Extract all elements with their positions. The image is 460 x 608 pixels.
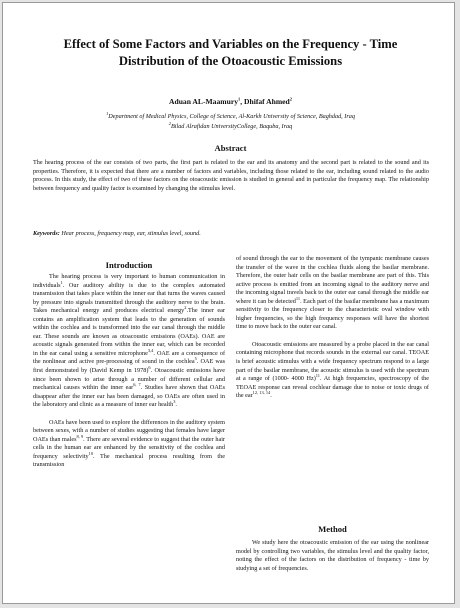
affiliation-2 [33,120,428,131]
right-paragraph-1: of sound through the ear to the movement of the tympanic membrane causes the transfer of the wave in the cochlea fluids along the basilar membrane. Therefore, the outer hair cells on the basilar membrane are part of this. This active process is emitted from an incoming signal to the auditory nerve and the incoming signal travels back to the outer ear canal through the middle ear where it can be detected$^{11}$. Each part of the basilar membrane has a maximum sensitivity to the frequency closer to the characteristic oval window with higher frequencies, so the high frequency responses will have the shortest time to move back to the outer ear canal. [236,255,430,331]
author-list [33,97,428,106]
title-line-1: Effect of Some Factors and Variables on the Frequency - Time [63,37,398,51]
keywords-label: Keywords: [33,230,60,237]
affiliation-text: Department of Medical Physics, College of Science, Al-Karkh University of Science, Baghdad, Iraq [108,113,355,120]
author-affiliation-mark: 2 [289,96,292,102]
introduction-heading: Introduction [105,260,153,270]
author-name: , Dhifaf Ahmed [240,97,290,106]
method-paragraph-1: We study here the otoacoustic emission of the ear using the nonlinear model by controlling two variables, the stimulus level and the quality factor, noting the effect of the factors on the distribution of frequency - time by studying a set of frequencies. [236,539,429,572]
affiliation-mark: 1 [106,110,109,116]
method-heading: Method [318,524,347,534]
abstract-heading: Abstract [214,143,247,153]
affiliation-text: Bilad Alrafidan UniversityCollege, Baquba, Iraq [170,123,293,130]
method-column [236,539,429,573]
intro-paragraph-2: OAEs have been used to explore the differences in the auditory system between sexes, with a number of studies suggesting that females have larger OAEs than males$^{8, 9}$. There are several evidence to suggest that the outer hair cells in the human ear are enhanced by the sensitivity of the cochlea and frequency selectivity$^{10}$. The mechanical process resulting from the transmission [33,418,225,469]
intro-paragraph-1: The hearing process is very important to human communication in individuals$^1$. Our auditory ability is due to the complex automated transmission that takes place within the inner ear that turns the waves caused by pressure into signals transmitted through the auditory nerve to the brain. Takes mechanical energy and produces electrical energy$^2$.The inner ear contains an amplification system that leads to the generation of sounds within the cochlea and is transformed into the ear canal through the middle ear. These sounds are known as otoacoustic emissions (OAEs). OAE are acoustic signals generated from within the inner ear, which can be recorded in the ear canal using a sensitive microphone$^{3,4}$. OAE are a consequence of the nonlinear and active pre-processing of sound in the cochlea$^5$. OAE was first demonstrated by (David Kemp in 1978)$^6$. Otoacoustic emissions have since been shown to arise through a number of different cellular and mechanical causes within the inner ear$^{6, 7}$. Studies have shown that OAEs disappear after the inner ear has been damaged, so OAEs are often used in the laboratory and clinic as a measure of inner ear health$^3$. [33,273,225,409]
keywords-text: Hear process, frequency map, ear, stimulus level, sound. [59,230,201,237]
author-affiliation-mark: 1 [238,96,241,102]
keywords [33,230,429,237]
affiliation-mark: 2 [168,120,171,126]
abstract-text: The hearing process of the ear consists of two parts, the first part is related to the ear and its anatomy and the second part is related to the sound and its properties. Therefore, it is expected that there are a number of factors and variables, including those related to the ear, including sound related to the audio process. In this study, the effect of two of these factors on the otoacoustic emission is studied in general and in particular the frequency map. The relationship between frequency and quality factor is examined by changing the stimulus level. [33,159,429,192]
paper-title [33,36,428,70]
left-column [33,273,225,470]
right-column [236,255,429,401]
author-name: Aduan AL-Maamury [169,97,238,106]
affiliation-1 [33,110,428,121]
title-line-2: Distribution of the Otoacoustic Emissions [118,54,343,68]
right-paragraph-2: Otoacoustic emissions are measured by a probe placed in the ear canal containing microphone that records sounds in the external ear canal. TEOAE is brief acoustic stimulus with a wide frequency spectrum respond to a large part of the basilar membrane, the acoustic stimulus is used with the spectrum at a range of (1000- 4000 Hz)$^{11}$. At high frequencies, spectroscopy of the TEOAE response can reveal cochlear damage due to noise or toxic drugs of the ear$^{12, 13, 14}$. [236,340,429,400]
paper-page [2,2,455,604]
